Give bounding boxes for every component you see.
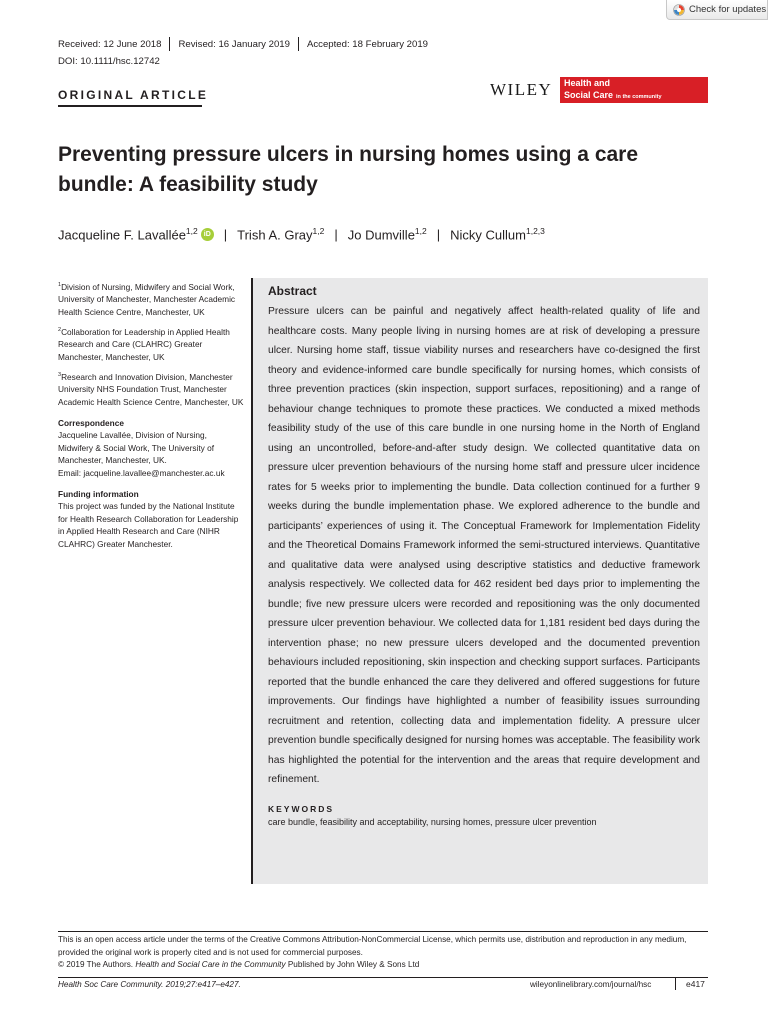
copyright-line: © 2019 The Authors. Health and Social Care in the Community Published by John Wiley & Sons Ltd [58,960,420,969]
crossmark-icon [673,4,685,16]
license-divider [58,931,708,932]
author-name[interactable]: Nicky Cullum$^{1,2,3}$ [450,226,545,243]
abstract-box [251,278,708,884]
citation: Health Soc Care Community. 2019;27:e417–e427. [58,980,241,989]
author-divider: | [334,226,338,242]
author-name[interactable]: Jacqueline F. Lavallée$^{1,2}$ [58,226,198,243]
affiliation: $^1$Division of Nursing, Midwifery and Social Work, University of Manchester, Manchester Academic Health Science Centre, Manchester, UK [58,281,236,317]
journal-logo [560,77,708,103]
check-for-updates-label: Check for updates [689,4,767,15]
check-for-updates-button[interactable] [666,0,768,20]
author-divider: | [223,226,228,242]
author-name[interactable]: Trish A. Gray$^{1,2}$ [237,226,325,243]
article-type-underline [58,105,202,107]
keywords-text: care bundle, feasibility and acceptability, nursing homes, pressure ulcer prevention [268,816,597,827]
page-number: e417 [686,979,705,989]
journal-logo-line1: Health and [564,78,611,88]
wiley-logo: WILEY [490,80,553,99]
correspondence-text: Jacqueline Lavallée, Division of Nursing, Midwifery & Social Work, The University of Manchester, Manchester, UK. [58,430,214,466]
abstract-heading: Abstract [268,284,317,298]
date-divider [298,37,299,51]
author-divider: | [436,226,441,242]
correspondence-heading: Correspondence [58,417,124,428]
journal-logo-line2: Social Care [564,89,614,100]
journal-url[interactable]: wileyonlinelibrary.com/journal/hsc [530,980,652,989]
date-divider [169,37,170,51]
journal-logo-line3: in the community [616,93,662,100]
article-info-column [58,279,244,556]
correspondence-email[interactable]: Email: jacqueline.lavallee@manchester.ac.uk [58,467,225,478]
affiliation: $^2$Collaboration for Leadership in Applied Health Research and Care (CLAHRC) Greater Manchester, Manchester, UK [58,326,230,362]
license-text: This is an open access article under the terms of the Creative Commons Attribution-NonCommercial License, which permits use, distribution and reproduction in any medium, provided the original work is properly cited and is not used for commercial purposes. [58,935,687,957]
funding-heading: Funding information [58,488,139,499]
orcid-icon[interactable]: iD [201,228,214,241]
page-number-divider [675,978,676,990]
article-title: Preventing pressure ulcers in nursing homes using a care bundle: A feasibility study [58,143,639,196]
accepted-date: Accepted: 18 February 2019 [306,38,429,50]
received-date: Received: 12 June 2018 [58,38,162,50]
footer-divider [58,977,708,978]
revised-date: Revised: 16 January 2019 [178,38,290,50]
keywords-label: KEYWORDS [268,803,335,814]
doi[interactable]: DOI: 10.1111/hsc.12742 [58,56,160,67]
license-notice [58,934,708,972]
funding-text: This project was funded by the National Institute for Health Research Collaboration for Leadership in Applied Health Research and Care (NIHR CLAHRC) Greater Manchester. [58,501,239,549]
article-dates [58,37,428,51]
author-name[interactable]: Jo Dumville$^{1,2}$ [347,226,427,243]
article-type: ORIGINAL ARTICLE [58,88,209,102]
author-list [58,226,545,242]
abstract-text: Pressure ulcers can be painful and negatively affect health-related quality of life and healthcare costs. Many people living in nursing homes are at risk of developing a pressure ulcer. Nursing home staff, tissue viability nurses and researchers have co-designed the first theory and evidence-informed care bundle specifically for nursing homes, which consists of three prevention practices (skin inspection, support surfaces, repositioning) and a range of behaviour change techniques to promote these practices. We conducted a mixed methods feasibility study of the use of this care bundle in one nursing home in the North of England using an uncontrolled, before-and-after study design. We collected quantitative data on pressure ulcer prevention behaviours of the nursing home staff and pressure ulcer incidence rates for 5 weeks prior to implementing the bundle. Data collection continued for a further 9 weeks during the bundle implementation phase. We explored adherence to the bundle and participants’ experiences of using it. The Conceptual Framework for Implementation Fidelity and the Theoretical Domains Framework informed the semi-structured interviews. Quantitative and qualitative data were analysed using descriptive statistics and deductive framework analysis respectively. We collected data for 462 resident bed days prior to implementing the bundle; five new pressure ulcers were recorded and repositioning was the only documented pressure ulcer prevention behaviour. We collected data for 1,181 resident bed days during the intervention phase; no new pressure ulcers developed and the documented prevention behaviours included repositioning, skin inspection and checking support surfaces. Participants reported that the bundle enhanced the care they delivered and offered suggestions for future improvements. Our findings have highlighted a number of feasibility issues surrounding recruitment and retention, collecting data and implementation fidelity. A pressure ulcer prevention bundle specifically designed for nursing homes was acceptable. The feasibility work has highlighted the potential for the intervention and the areas that require development and refinement. [268,306,700,785]
affiliation: $^3$Research and Innovation Division, Manchester University NHS Foundation Trust, Manchester Academic Health Science Centre, Manchester, UK [58,371,244,407]
